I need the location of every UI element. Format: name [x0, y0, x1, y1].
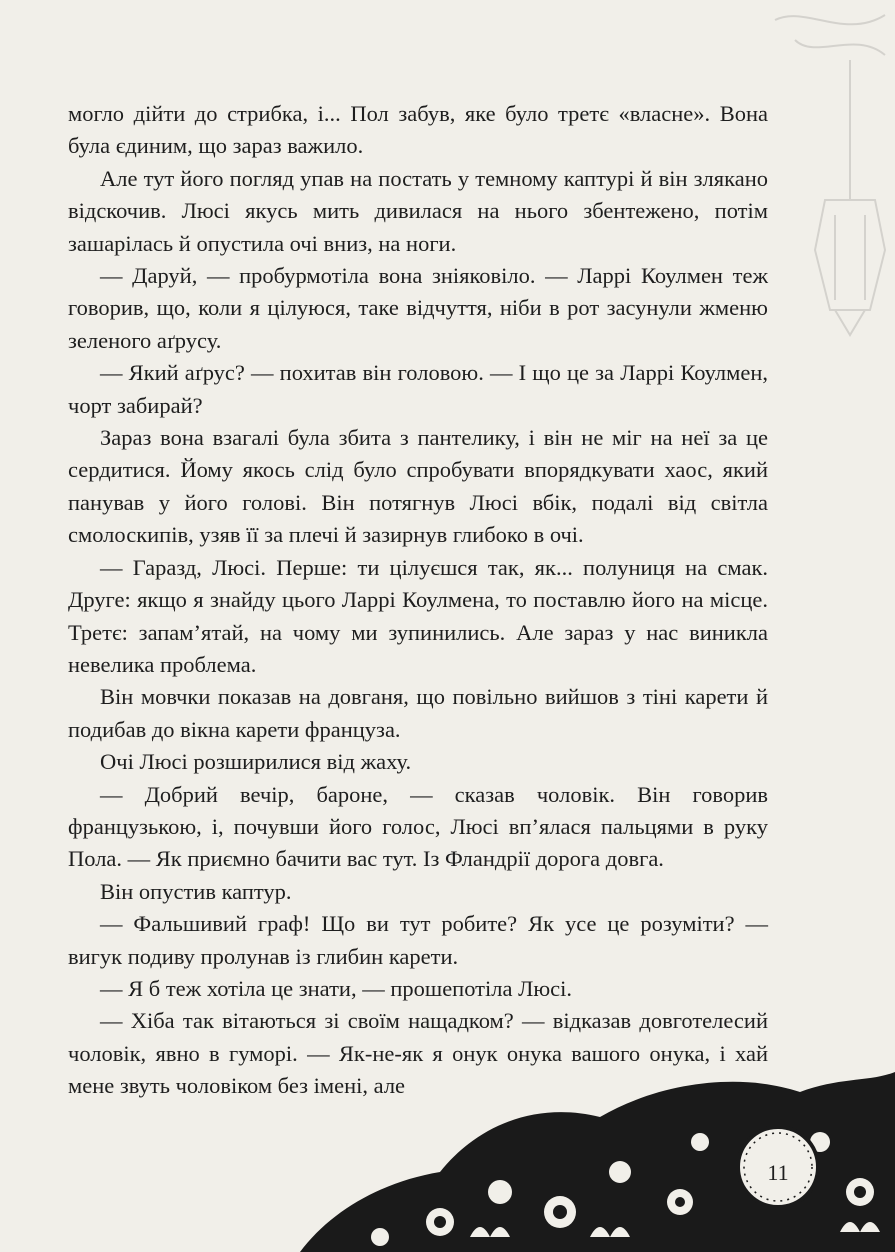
paragraph: — Фальшивий граф! Що ви тут робите? Як усе це розуміти? — вигук подиву пролунав із глибин карети. — [68, 911, 768, 969]
paragraph: Він опустив каптур. — [100, 878, 292, 904]
paragraph: Він мовчки показав на довганя, що повільно вийшов з тіні карети й подибав до вікна карети француза. — [68, 684, 768, 742]
body-text — [68, 98, 768, 1103]
faded-lantern-decoration — [755, 0, 895, 420]
paragraph: Але тут його погляд упав на постать у темному каптурі й він злякано відскочив. Люсі якусь мить дивилася на нього збентежено, потім зашарілась й опустила очі вниз, на ноги. — [68, 165, 768, 256]
floral-ornament-border — [0, 1062, 895, 1252]
paragraph: — Даруй, — пробурмотіла вона зніяковіло. — Ларрі Коулмен теж говорив, що, коли я цілуюся, таке відчуття, ніби в рот засунули жменю зеленого аґрусу. — [68, 263, 768, 353]
paragraph: могло дійти до стрибка, і... Пол забув, яке було третє «власне». Вона була єдиним, що зараз важило. — [68, 101, 768, 159]
paragraph: — Хіба так вітаються зі своїм нащадком? — відказав довготелесий чоловік, явно в гуморі. — Як-не-як я онук онука вашого онука, і хай мене звуть чоловіком без імені, але — [68, 1008, 768, 1099]
paragraph: Очі Люсі розширилися від жаху. — [100, 749, 412, 775]
page-number: 11 — [767, 1160, 789, 1185]
paragraph: — Добрий вечір, бароне, — сказав чоловік. Він говорив французькою, і, почувши його голос, Люсі вп’ялася пальцями в руку Пола. — Як приємно бачити вас тут. Із Фландрії дорога довга. — [68, 781, 768, 872]
paragraph: — Який аґрус? — похитав він головою. — І що це за Ларрі Коулмен, чорт забирай? — [68, 360, 768, 418]
paragraph: Зараз вона взагалі була збита з пантелику, і він не міг на неї за це сердитися. Йому якось слід було спробувати впорядкувати хаос, який панував у його голові. Він потягнув Люсі вбік, подалі від світла смолоскипів, узяв її за плечі й зазирнув глибоко в очі. — [68, 425, 768, 548]
paragraph: — Гаразд, Люсі. Перше: ти цілуєшся так, як... полуниця на смак. Друге: якщо я знайду цього Ларрі Коулмена, то поставлю його на місце. Третє: запам’ятай, на чому ми зупинились. Але зараз у нас виникла невелика проблема. — [68, 554, 768, 677]
paragraph: — Я б теж хотіла це знати, — прошепотіла Люсі. — [100, 975, 573, 1001]
